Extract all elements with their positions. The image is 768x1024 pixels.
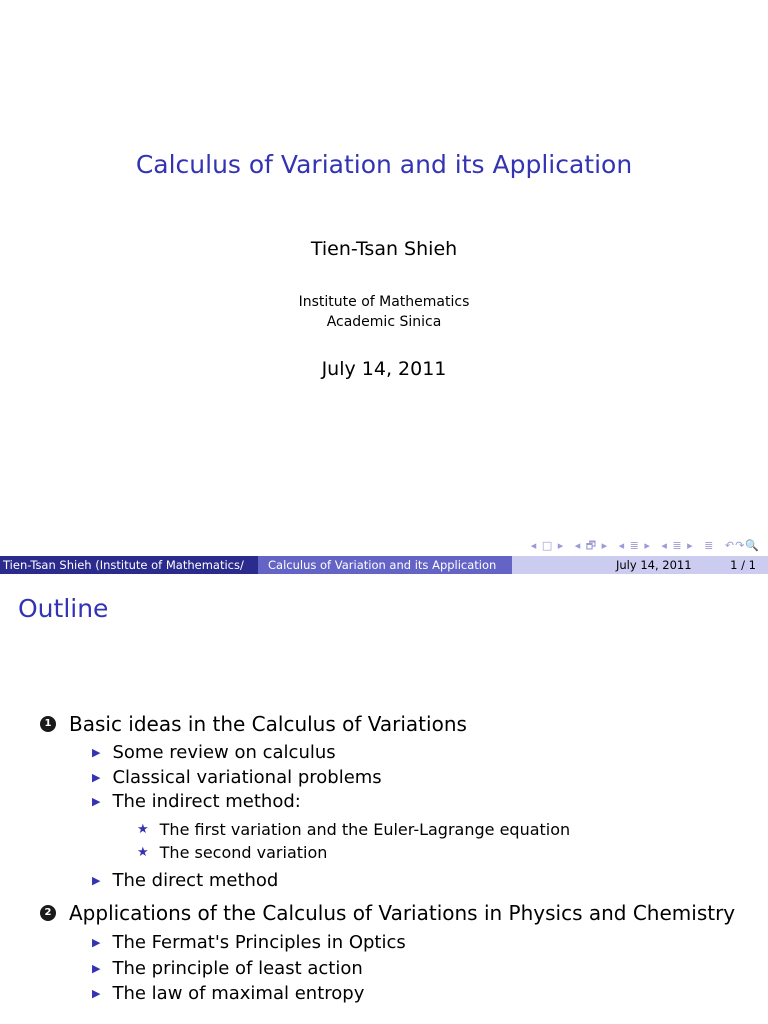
list-item bbox=[92, 870, 278, 891]
triangle-bullet-icon: ▶ bbox=[92, 962, 101, 975]
item-label: The principle of least action bbox=[112, 958, 363, 979]
star-bullet-icon: ★ bbox=[137, 822, 149, 837]
list-item bbox=[92, 983, 364, 1004]
footer-title: Calculus of Variation and its Application bbox=[258, 556, 512, 574]
section-label: Applications of the Calculus of Variations in Physics and Chemistry bbox=[69, 901, 736, 925]
item-label: Some review on calculus bbox=[112, 742, 336, 763]
section-number-badge: 2 bbox=[40, 905, 56, 921]
footline bbox=[0, 556, 768, 574]
search-nav-icon[interactable]: ↶↷🔍 bbox=[724, 539, 760, 552]
list-subitem bbox=[137, 820, 570, 839]
list-item bbox=[92, 791, 301, 812]
star-bullet-icon: ★ bbox=[137, 845, 149, 860]
footer-date: July 14, 2011 bbox=[616, 558, 692, 572]
outline-slide bbox=[0, 576, 768, 1024]
list-item bbox=[92, 767, 382, 788]
section-1 bbox=[40, 712, 467, 736]
list-subitem bbox=[137, 843, 327, 862]
item-label: The direct method bbox=[112, 870, 279, 891]
section-number-badge: 1 bbox=[40, 716, 56, 732]
list-item bbox=[92, 958, 363, 979]
triangle-bullet-icon: ▶ bbox=[92, 987, 101, 1000]
triangle-bullet-icon: ▶ bbox=[92, 795, 101, 808]
presentation-title: Calculus of Variation and its Application bbox=[135, 150, 633, 179]
item-label: The Fermat's Principles in Optics bbox=[112, 932, 406, 953]
beamer-navigation bbox=[525, 537, 760, 556]
list-item bbox=[92, 742, 336, 763]
footer-page-number: 1 / 1 bbox=[730, 558, 756, 572]
institution-line-1: Institute of Mathematics bbox=[298, 294, 470, 310]
frame-nav-icon[interactable]: ◂ □ ▸ bbox=[530, 539, 565, 552]
footer-date-page bbox=[512, 556, 768, 574]
section-label: Basic ideas in the Calculus of Variations bbox=[69, 712, 467, 736]
outline-title: Outline bbox=[18, 594, 109, 623]
triangle-bullet-icon: ▶ bbox=[92, 771, 101, 784]
item-label: The indirect method: bbox=[112, 791, 301, 812]
author-name: Tien-Tsan Shieh bbox=[310, 238, 458, 260]
subsection-nav-icon[interactable]: ◂ 🗗 ▸ bbox=[574, 539, 609, 552]
document-nav-icon[interactable]: ≣ bbox=[704, 539, 715, 552]
institution bbox=[0, 292, 768, 332]
section-nav-icon[interactable]: ◂ ≣ ▸ bbox=[618, 539, 651, 552]
triangle-bullet-icon: ▶ bbox=[92, 936, 101, 949]
section-2 bbox=[40, 901, 735, 925]
triangle-bullet-icon: ▶ bbox=[92, 746, 101, 759]
item-label: The law of maximal entropy bbox=[112, 983, 365, 1004]
subitem-label: The second variation bbox=[159, 843, 328, 862]
subsec-nav-icon[interactable]: ◂ ≣ ▸ bbox=[661, 539, 694, 552]
institution-line-2: Academic Sinica bbox=[326, 314, 442, 330]
subitem-label: The first variation and the Euler-Lagrange equation bbox=[159, 820, 571, 839]
list-item bbox=[92, 932, 406, 953]
item-label: Classical variational problems bbox=[112, 767, 382, 788]
triangle-bullet-icon: ▶ bbox=[92, 874, 101, 887]
footer-author: Tien-Tsan Shieh (Institute of Mathematics/ bbox=[0, 556, 258, 574]
presentation-date: July 14, 2011 bbox=[321, 358, 447, 380]
